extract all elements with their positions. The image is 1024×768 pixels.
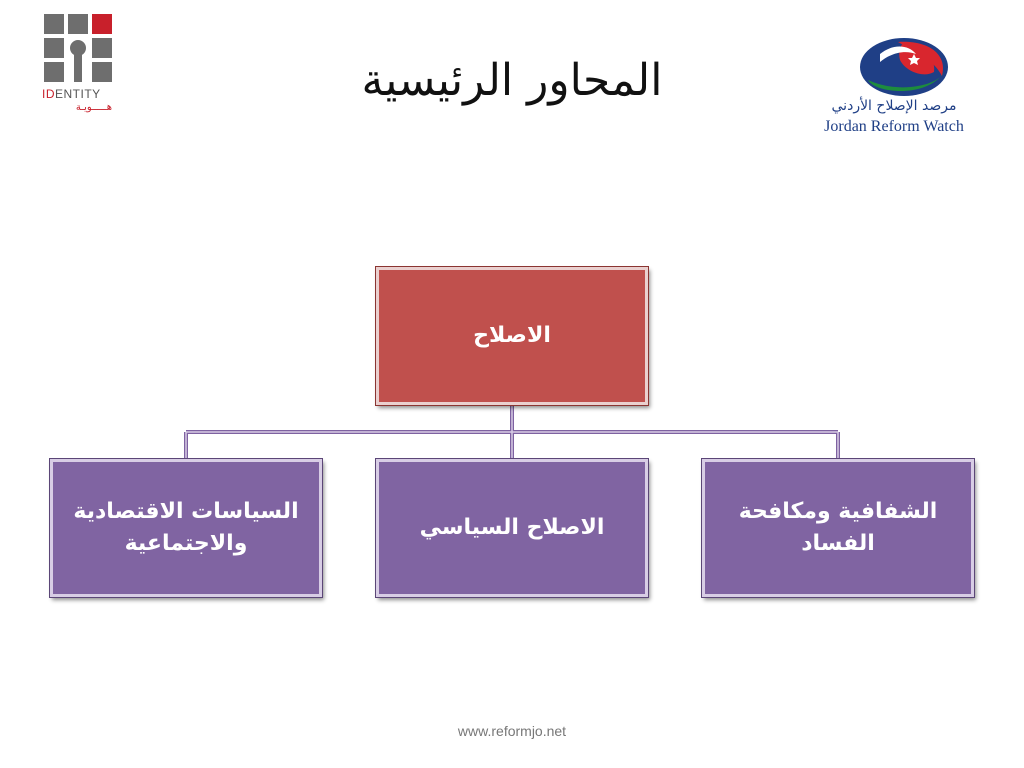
- org-child-political-reform: الاصلاح السياسي: [376, 459, 648, 597]
- footer-url: www.reformjo.net: [457, 723, 567, 739]
- jordan-reform-watch-english-name: Jordan Reform Watch: [824, 118, 964, 135]
- org-child-transparency-anti-corruption: الشفافية ومكافحة الفساد: [702, 459, 974, 597]
- org-child-economic-social-policies: السياسات الاقتصادية والاجتماعية: [50, 459, 322, 597]
- org-root-reform: الاصلاح: [376, 267, 648, 405]
- jordan-reform-watch-arabic-name: مرصد الإصلاح الأردني: [831, 98, 957, 114]
- slide-title: المحاور الرئيسية: [361, 55, 663, 106]
- identity-wordmark: IDENTITY: [42, 87, 101, 101]
- identity-arabic-wordmark: هـــــويـة: [75, 102, 112, 113]
